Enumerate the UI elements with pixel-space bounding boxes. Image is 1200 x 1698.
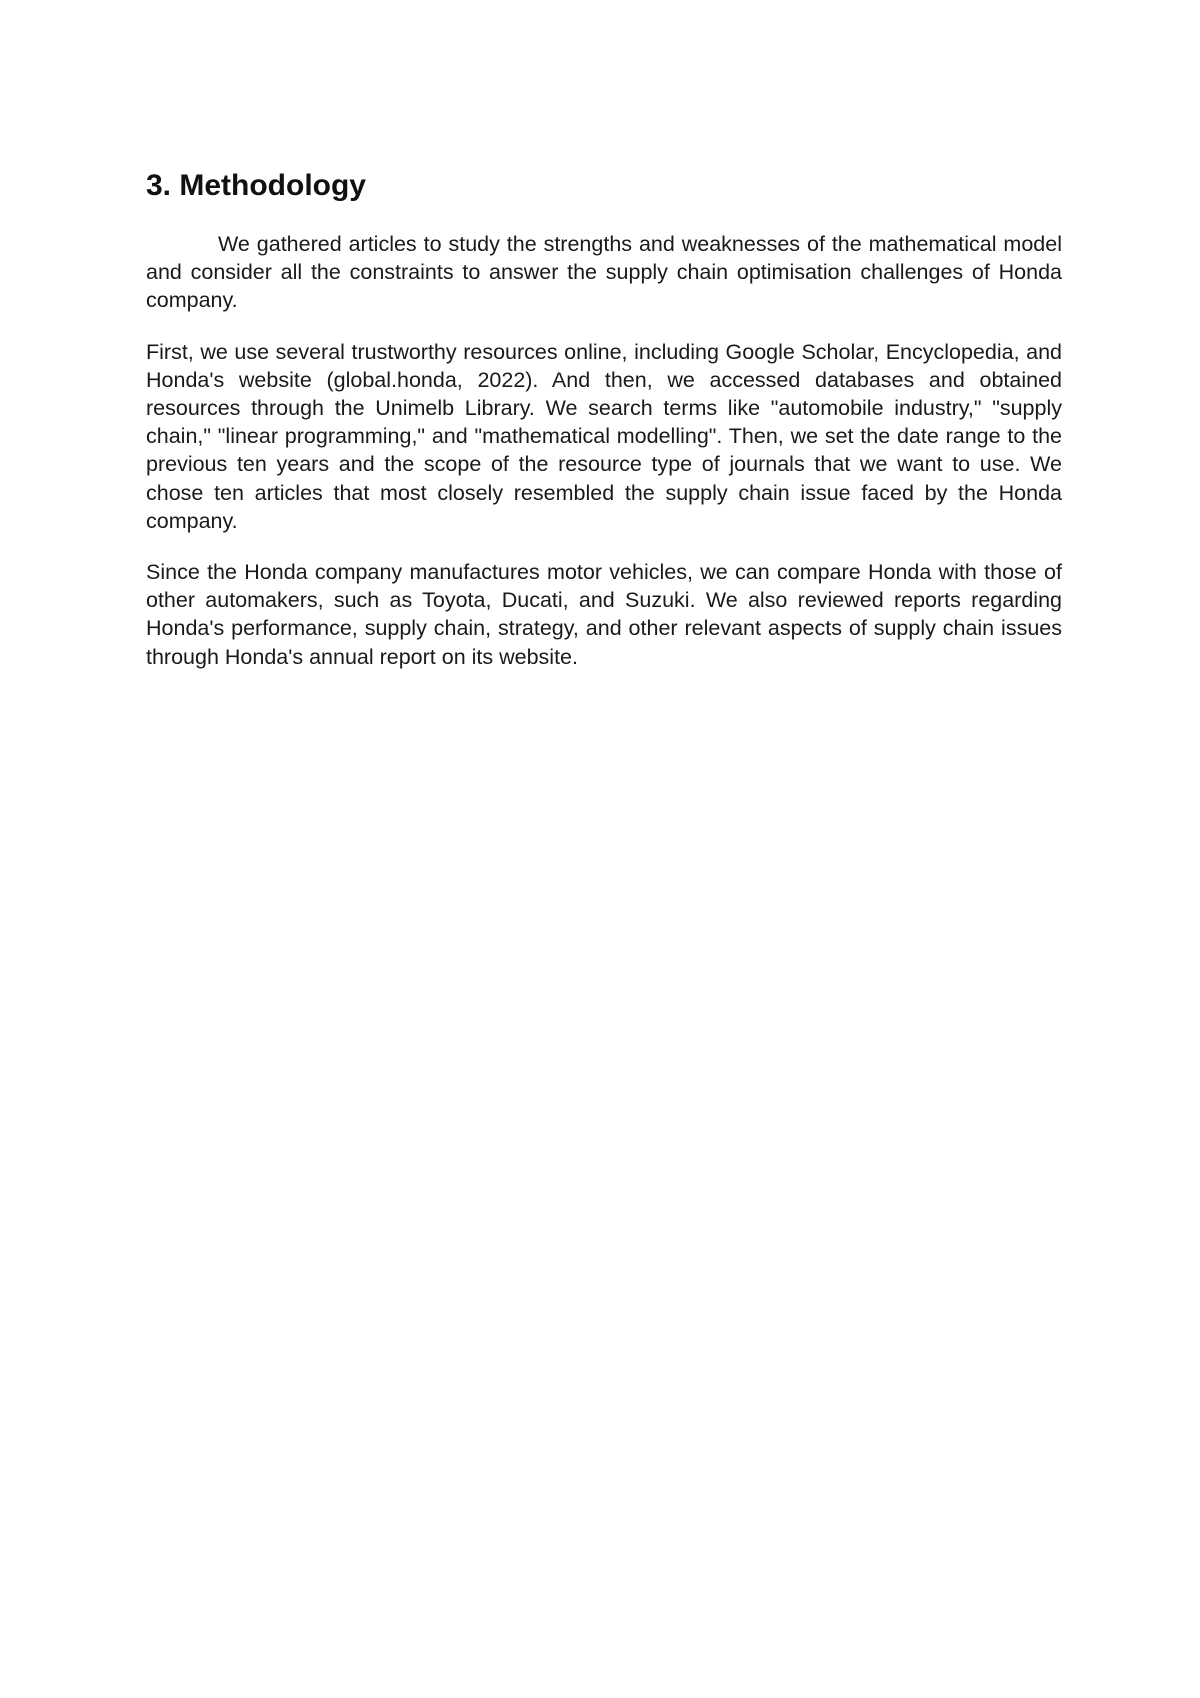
section-heading: 3. Methodology [146, 169, 366, 202]
document-body [146, 168, 1062, 694]
paragraph-comparison: Since the Honda company manufactures motor vehicles, we can compare Honda with those of other automakers, such as Toyota, Ducati, and Suzuki. We also reviewed reports regarding Honda's performance, supply chain, strategy, and other relevant aspects of supply chain issues through Honda's annual report on its website. [146, 560, 1062, 669]
paragraph-intro: We gathered articles to study the strengths and weaknesses of the mathematical model and consider all the constraints to answer the supply chain optimisation challenges of Honda company. [146, 232, 1062, 313]
paragraph-resources: First, we use several trustworthy resources online, including Google Scholar, Encyclopedia, and Honda's website (global.honda, 2022). And then, we accessed databases and obtained resources through the Unimelb Library. We search terms like "automobile industry," "supply chain," "linear programming," and "mathematical modelling". Then, we set the date range to the previous ten years and the scope of the resource type of journals that we want to use. We chose ten articles that most closely resembled the supply chain issue faced by the Honda company. [146, 339, 1062, 533]
